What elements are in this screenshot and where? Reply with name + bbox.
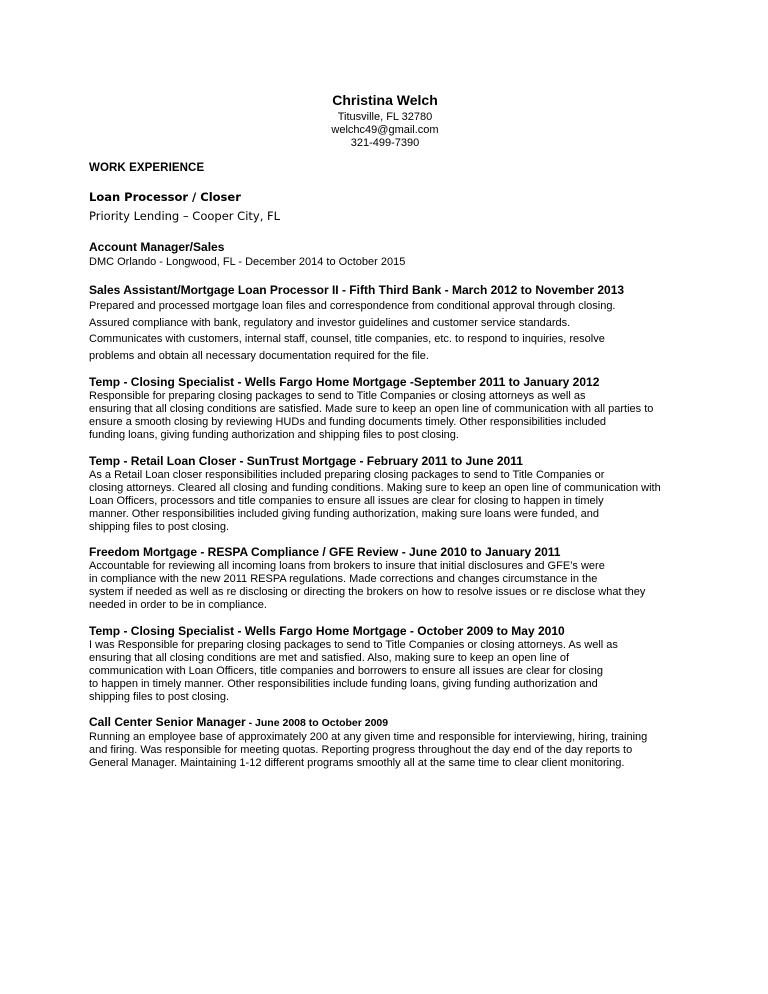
job-entry (89, 283, 689, 364)
job-line: General Manager. Maintaining 1-12 different programs smoothly all at the same time to clear client monitoring. (89, 757, 625, 769)
job-title: Freedom Mortgage - RESPA Compliance / GFE Review - June 2010 to January 2011 (89, 545, 561, 559)
resume-header (300, 91, 470, 150)
job-title: Account Manager/Sales (89, 240, 225, 254)
job-line: communication with Loan Officers, title companies and borrowers to ensure all issues are clear for closing (89, 665, 603, 677)
job-line: Assured compliance with bank, regulatory and investor guidelines and customer service standards. (89, 316, 571, 329)
job-line: Communicates with customers, internal staff, counsel, title companies, etc. to respond to inquiries, resolve (89, 333, 605, 345)
job-title-row (89, 715, 689, 731)
job-entry (89, 624, 689, 704)
job-entry (89, 454, 689, 534)
job-line: ensuring that all closing conditions are met and satisfied. Also, making sure to keep an open line of (89, 652, 570, 664)
job-line: to happen in timely manner. Other responsibilities include funding loans, giving funding authorization and (89, 678, 598, 690)
job-title: Temp - Retail Loan Closer - SunTrust Mortgage - February 2011 to June 2011 (89, 454, 523, 468)
job-line: ensuring that all closing conditions are satisfied. Made sure to keep an open line of communication with all parties to (89, 403, 654, 415)
job-line: closing attorneys. Cleared all closing and funding conditions. Making sure to keep an open line of communication with (89, 482, 661, 494)
phone: 321-499-7390 (350, 137, 420, 149)
job-line: I was Responsible for preparing closing packages to send to Title Companies or closing attorneys. As well as (89, 639, 618, 651)
job-line: shipping files to post closing. (89, 521, 230, 533)
address: Titusville, FL 32780 (337, 111, 433, 123)
job-line: Loan Officers, processors and title companies to ensure all issues are clear for closing to happen in timely (89, 495, 604, 507)
job-line: needed in order to be in compliance. (89, 599, 267, 611)
job-title: Loan Processor / Closer (89, 190, 241, 204)
job-line: shipping files to post closing. (89, 691, 230, 703)
job-title: Sales Assistant/Mortgage Loan Processor II - Fifth Third Bank - March 2012 to November 2013 (89, 283, 625, 297)
job-line: Accountable for reviewing all incoming loans from brokers to insure that initial disclosures and GFE’s were (89, 560, 605, 572)
job-line: DMC Orlando - Longwood, FL - December 2014 to October 2015 (89, 256, 406, 268)
job-line: Responsible for preparing closing packages to send to Title Companies or closing attorneys as well as (89, 390, 586, 402)
job-entry (89, 545, 689, 612)
job-company: Priority Lending – Cooper City, FL (89, 209, 281, 223)
candidate-name: Christina Welch (332, 92, 438, 108)
job-line: As a Retail Loan closer responsibilities included preparing closing packages to send to Title Companies or (89, 469, 605, 481)
section-title: WORK EXPERIENCE (89, 162, 205, 174)
job-entry (89, 240, 689, 269)
job-line: Prepared and processed mortgage loan files and correspondence from conditional approval through closing. (89, 300, 616, 312)
job-entry (89, 375, 689, 442)
job-title: Call Center Senior Manager (89, 715, 246, 729)
job-line: in compliance with the new 2011 RESPA regulations. Made corrections and changes circumstance in the (89, 573, 598, 585)
job-line: Running an employee base of approximately 200 at any given time and responsible for interviewing, hiring, training (89, 731, 648, 743)
job-line: funding loans, giving funding authorization and shipping files to post closing. (89, 429, 459, 441)
job-line: problems and obtain all necessary documentation required for the file. (89, 349, 429, 362)
job-entry (89, 715, 689, 770)
job-line: manner. Other responsibilities included giving funding authorization, making sure loans were funded, and (89, 508, 599, 520)
work-experience-section (89, 161, 689, 770)
job-entry (89, 190, 689, 224)
job-title: Temp - Closing Specialist - Wells Fargo Home Mortgage - October 2009 to May 2010 (89, 624, 565, 638)
job-line: system if needed as well as re disclosing or directing the brokers on how to resolve issues or re disclose what they (89, 586, 646, 598)
email: welchc49@gmail.com (331, 124, 439, 136)
job-line: and firing. Was responsible for meeting quotas. Reporting progress throughout the day end of the day reports to (89, 744, 633, 756)
job-dates: - June 2008 to October 2009 (245, 717, 389, 729)
job-title: Temp - Closing Specialist - Wells Fargo Home Mortgage -September 2011 to January 2012 (89, 375, 600, 389)
job-line: ensure a smooth closing by reviewing HUDs and funding documents timely. Other responsibilities included (89, 416, 607, 428)
